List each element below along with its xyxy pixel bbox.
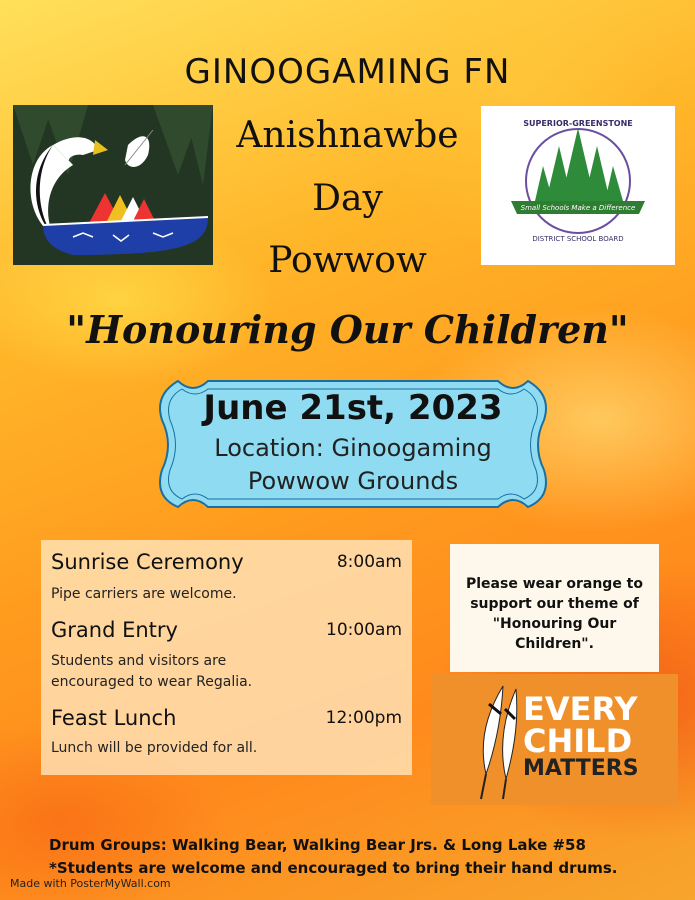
schedule-item-title: Feast Lunch [51,706,177,730]
schedule-item-desc: Pipe carriers are welcome. [51,586,237,602]
schedule-panel [41,540,412,775]
schedule-item-time: 8:00am [336,552,402,572]
title-line-day: Day [312,178,383,219]
logo-arc-bottom-text: DISTRICT SCHOOL BOARD [532,235,624,243]
schedule-item-time: 10:00am [326,620,402,640]
pine-trees-icon [481,106,675,265]
hand-drums-note: *Students are welcome and encouraged to bring their hand drums. [49,859,618,877]
every-child-matters-logo [431,674,678,805]
made-with-credit[interactable]: Made with PosterMyWall.com [10,877,171,890]
location-line-1: Location: Ginoogaming [214,434,492,462]
drum-groups-text: Drum Groups: Walking Bear, Walking Bear Jrs. & Long Lake #58 [49,836,586,854]
ecm-word-every: EVERY [523,690,638,728]
schedule-item-desc: Students and visitors are encouraged to wear Regalia. [51,653,253,690]
theme-heading: "Honouring Our Children" [66,307,629,352]
title-line-powwow: Powwow [268,240,427,281]
organization-title: GINOOGAMING FN [184,52,511,92]
schedule-item-title: Sunrise Ceremony [51,550,244,574]
eagle-canoe-icon [13,105,213,265]
school-board-logo [481,106,675,265]
schedule-item-time: 12:00pm [325,708,402,728]
location-line-2: Powwow Grounds [247,467,459,495]
schedule-item-title: Grand Entry [51,618,178,642]
note-text: Please wear orange to support our theme of "Honouring Our Children". [466,576,643,652]
title-line-anishnawbe: Anishnawbe [236,115,459,156]
logo-banner-text: Small Schools Make a Difference [520,204,636,212]
logo-arc-top-text: SUPERIOR-GREENSTONE [523,119,633,128]
ecm-word-matters: MATTERS [523,756,639,781]
ginoogaming-logo [13,105,213,265]
ecm-word-child: CHILD [523,722,633,760]
schedule-item-desc: Lunch will be provided for all. [51,740,258,756]
orange-shirt-note [450,544,659,672]
event-date: June 21st, 2023 [203,388,503,428]
